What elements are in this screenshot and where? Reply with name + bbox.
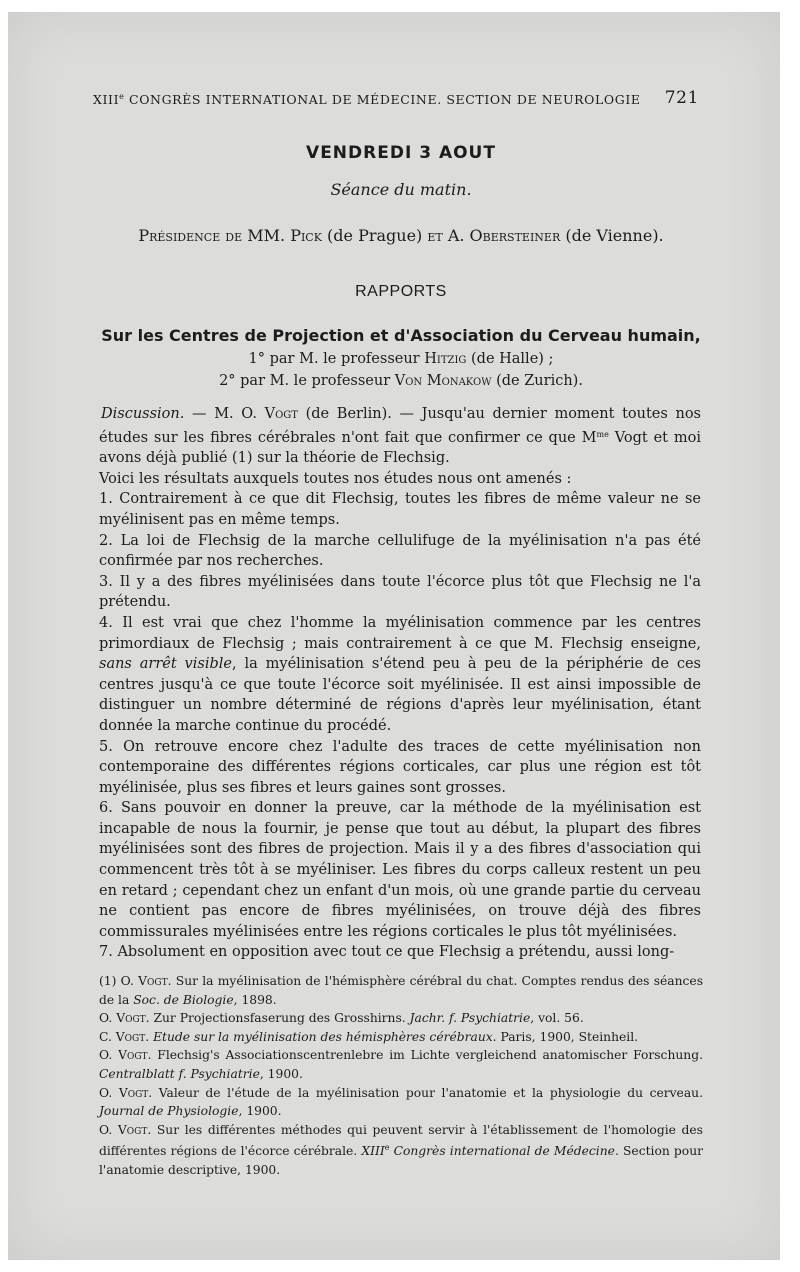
point-4-a: 4. Il est vrai que chez l'homme la myélinisation commence par les centres primordiaux de Flechsig ; mais contrairement à ce que M. Flechsig enseigne, xyxy=(99,614,701,652)
footnote-6-author: Vogt xyxy=(117,1122,148,1137)
footnote-3-a: C. xyxy=(99,1029,116,1044)
footnote-5 xyxy=(99,1084,703,1121)
footnote-1-author: Vogt xyxy=(138,974,168,988)
discussion-c: Vogt et moi avons déjà publié (1) sur la théorie de Flechsig. xyxy=(99,429,701,467)
session-title: Séance du matin. xyxy=(330,180,472,199)
paragraph-discussion xyxy=(99,404,701,469)
footnote-6-congress-name: Congrès international de Médecine xyxy=(389,1144,615,1159)
presidence-label: Présidence de xyxy=(138,226,248,245)
footnote-2-author: Vogt xyxy=(116,1011,146,1026)
footnote-5-a: O. xyxy=(99,1085,119,1100)
presidence-line xyxy=(91,226,711,245)
footnote-1 xyxy=(99,972,703,1009)
presidence-and: et xyxy=(427,226,443,245)
footnote-2-c: , vol. 56. xyxy=(530,1011,584,1026)
discussion-a: — M. O. xyxy=(184,406,265,422)
presidence-mm: MM. xyxy=(247,226,291,245)
footnote-1-journal: Soc. de Biologie xyxy=(133,992,234,1007)
footnote-6-a: O. xyxy=(99,1122,118,1137)
footnote-1-b: . Sur la myélinisation de l'hémisphère cérébral du chat. Comptes rendus des séances de la xyxy=(99,974,704,1007)
paragraph-3 xyxy=(99,572,701,613)
footnote-4-a: O. xyxy=(99,1048,119,1063)
discussion-label: Discussion. xyxy=(101,406,185,422)
point-2: 2. La loi de Flechsig de la marche cellulifuge de la myélinisation n'a pas été confirmée par nos recherches. xyxy=(99,532,701,570)
footnote-4-journal: Centralblatt f. Psychiatrie xyxy=(99,1066,260,1081)
running-title-post: CONGRÈS INTERNATIONAL DE MÉDECINE. SECTION DE NEUROLOGIE xyxy=(124,92,641,107)
point-6: 6. Sans pouvoir en donner la preuve, car la méthode de la myélinisation est incapable de nous la fournir, je pense que tout au début, la plupart des fibres myélinisées sont des fibres de projection. Mais il y a des fibres d'association qui commencent très tôt à se myéliniser. Les fibres du corps calleux restent un peu en retard ; cependant chez un enfant d'un mois, où une grande partie du cerveau ne contient pas encore de fibres myélinisées, on trouve déjà des fibres commissurales myélinisées entre les régions corticales le plus tôt myélinisées. xyxy=(99,800,701,940)
footnote-6-congress: XIII xyxy=(361,1144,385,1159)
report-title: Sur les Centres de Projection et d'Association du Cerveau humain, xyxy=(101,326,701,345)
footnotes xyxy=(99,972,703,1180)
footnote-3-author: Vogt xyxy=(115,1029,146,1044)
footnote-6 xyxy=(99,1121,703,1180)
footnote-4 xyxy=(99,1046,703,1083)
rapporteur-1 xyxy=(103,351,699,367)
point-3: 3. Il y a des fibres myélinisées dans toute l'écorce plus tôt que Flechsig ne l'a prétendu. xyxy=(99,573,701,611)
paragraph-1 xyxy=(99,489,701,530)
presidence-place-1: (de Prague) xyxy=(321,226,428,245)
paragraph-7 xyxy=(99,942,701,963)
footnote-3-c: Paris, 1900, Steinheil. xyxy=(496,1029,639,1044)
rapporteur-2 xyxy=(103,373,699,389)
footnote-4-b: . Flechsig's Associationscentrenlebre im Lichte vergleichend anatomischer Forschung. xyxy=(147,1048,703,1063)
footnote-6-c: . Section pour l'anatomie descriptive, 1900. xyxy=(99,1144,704,1177)
presidence-name-1: Pick xyxy=(290,226,322,245)
footnote-3-b: . xyxy=(145,1029,154,1044)
presidence-name-2: Obersteiner xyxy=(469,226,561,245)
footnote-5-b: . Valeur de l'étude de la myélinisation pour l'anatomie et la physiologie du cerveau. xyxy=(148,1085,703,1100)
footnote-3-title: Etude sur la myélinisation des hémisphères cérébraux. xyxy=(153,1029,497,1044)
footnote-5-author: Vogt xyxy=(118,1085,149,1100)
running-title-pre: XIII xyxy=(93,92,120,107)
footnote-5-c: , 1900. xyxy=(238,1104,282,1119)
footnote-2-b: . Zur Projectionsfaserung des Grosshirns. xyxy=(145,1011,410,1026)
point-7: 7. Absolument en opposition avec tout ce que Flechsig a prétendu, aussi long- xyxy=(99,944,675,961)
section-heading: RAPPORTS xyxy=(355,283,447,300)
footnote-2 xyxy=(99,1009,703,1028)
footnote-3 xyxy=(99,1028,703,1047)
point-1: 1. Contrairement à ce que dit Flechsig, toutes les fibres de même valeur ne se myélinisent pas en même temps. xyxy=(99,491,701,528)
presidence-initial: A. xyxy=(442,226,470,245)
results-intro: Voici les résultats auxquels toutes nos études nous ont amenés : xyxy=(99,470,572,487)
session-day: VENDREDI 3 AOUT xyxy=(306,143,496,163)
point-4-italic: sans arrêt visible xyxy=(99,656,232,673)
footnote-4-author: Vogt xyxy=(118,1048,148,1063)
footnote-2-a: O. xyxy=(99,1011,117,1026)
presidence-place-2: (de Vienne). xyxy=(560,226,664,245)
paragraph-2 xyxy=(99,531,701,572)
discussion-speaker: Vogt xyxy=(264,406,298,422)
footnote-6-b: . Sur les différentes méthodes qui peuvent servir à l'établissement de l'homologie des différentes régions de l'écorce cérébrale. xyxy=(99,1122,703,1159)
footnote-2-journal: Jachr. f. Psychiatrie xyxy=(409,1011,531,1026)
footnote-1-c: , 1898. xyxy=(233,992,277,1007)
paragraph-5 xyxy=(99,737,701,799)
body-text xyxy=(99,404,701,963)
discussion-sup: me xyxy=(596,429,609,439)
running-header xyxy=(93,88,699,108)
rapporteur-1-pre: 1° par M. le professeur xyxy=(248,351,425,367)
point-4-b: , la myélinisation s'étend peu à peu de la périphérie de ces centres jusqu'à ce que toute l'écorce soit myélinisée. Il est ainsi impossible de distinguer un nombre déterminé de régions d'après leur myélinisation, étant donnée la marche continue du procédé. xyxy=(99,656,701,734)
point-5: 5. On retrouve encore chez l'adulte des traces de cette myélinisation non contemporaine des différentes régions corticales, car plus une région est tôt myélinisée, plus ses fibres et leurs gaines sont grosses. xyxy=(99,738,701,796)
rapporteur-1-name: Hitzig xyxy=(424,351,467,367)
paragraph-6 xyxy=(99,798,701,942)
running-title-sup: e xyxy=(119,92,125,101)
page-number: 721 xyxy=(664,88,699,108)
paragraph-results xyxy=(99,469,701,490)
footnote-1-a: (1) O. xyxy=(99,974,139,988)
rapporteur-2-pre: 2° par M. le professeur xyxy=(219,373,395,389)
paragraph-4 xyxy=(99,613,701,737)
footnote-4-c: , 1900. xyxy=(259,1066,303,1081)
rapporteur-2-post: (de Zurich). xyxy=(491,373,583,389)
footnote-5-journal: Journal de Physiologie xyxy=(99,1104,239,1119)
rapporteur-2-name: Von Monakow xyxy=(394,373,492,389)
discussion-b: (de Berlin). — Jusqu'au dernier moment toutes nos études sur les fibres cérébrales n'ont fait que confirmer ce que M xyxy=(99,406,701,446)
rapporteur-1-post: (de Halle) ; xyxy=(466,351,554,367)
running-title xyxy=(93,92,641,107)
footnote-6-sup: e xyxy=(384,1143,390,1153)
